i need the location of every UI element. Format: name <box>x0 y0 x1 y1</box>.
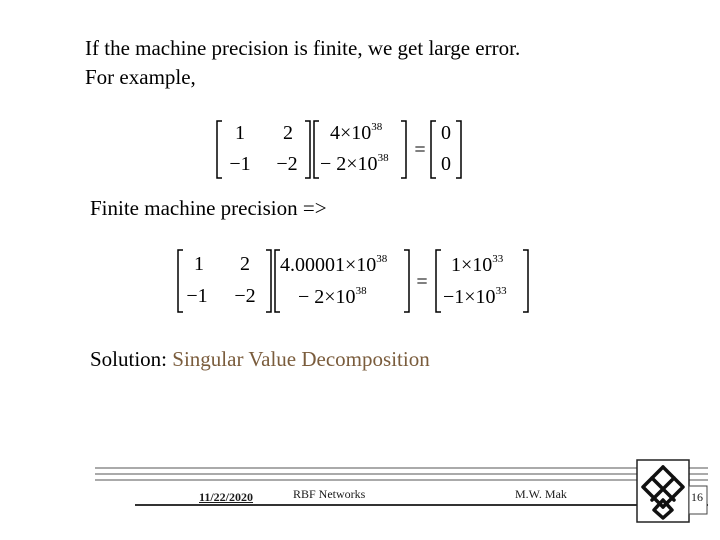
eq2-x2: − $2\times 10^{38}$ <box>298 285 367 308</box>
eq1-matrix-a-right-bracket <box>305 121 310 178</box>
eq2-vector-x-right-bracket <box>404 250 409 312</box>
eq2-b1: $1\times 10^{33}$ <box>451 253 504 276</box>
eq1-equals: = <box>414 139 426 161</box>
eq2-x1: $4.00001\times 10^{38}$ <box>280 253 388 276</box>
footer-title: RBF Networks <box>293 487 366 501</box>
solution-method: Singular Value Decomposition <box>172 347 430 371</box>
eq1-a12: 2 <box>283 122 293 144</box>
intro-line-1: If the machine precision is finite, we get large error. <box>85 36 521 60</box>
eq2-vector-b-right-bracket <box>523 250 528 312</box>
footer-author: M.W. Mak <box>515 487 567 501</box>
eq1-a11: 1 <box>235 122 245 144</box>
eq2-a11: 1 <box>194 253 204 275</box>
eq2-a12: 2 <box>240 253 250 275</box>
eq1-vector-x-right-bracket <box>401 121 406 178</box>
eq2-a21: −1 <box>186 285 208 307</box>
eq2-matrix-a-right-bracket <box>266 250 271 312</box>
eq2-b2: $-1\times 10^{33}$ <box>443 285 507 308</box>
eq1-x1: $4\times 10^{38}$ <box>330 121 383 144</box>
eq1-a22: −2 <box>276 153 298 175</box>
eq2-a22: −2 <box>234 285 256 307</box>
eq1-vector-x-left-bracket <box>314 121 319 178</box>
page-number: 16 <box>691 490 703 504</box>
eq1-b1: 0 <box>441 122 451 144</box>
eq2-matrix-a-left-bracket <box>178 250 183 312</box>
eq2-vector-b-left-bracket <box>436 250 441 312</box>
eq1-vector-b-right-bracket <box>456 121 461 178</box>
eq1-vector-b-left-bracket <box>431 121 436 178</box>
eq1-a21: −1 <box>229 153 251 175</box>
eq1-matrix-a-left-bracket <box>217 121 222 178</box>
solution-prefix: Solution: <box>90 347 173 371</box>
eq1-b2: 0 <box>441 153 451 175</box>
solution-line <box>90 347 430 372</box>
intro-line-2: For example, <box>85 65 196 89</box>
eq1-x2: − $2\times 10^{38}$ <box>320 152 389 175</box>
eq2-equals: = <box>416 271 428 293</box>
finite-precision-label: Finite machine precision => <box>90 196 327 220</box>
footer-date: 11/22/2020 <box>199 490 254 504</box>
university-logo <box>637 460 689 522</box>
